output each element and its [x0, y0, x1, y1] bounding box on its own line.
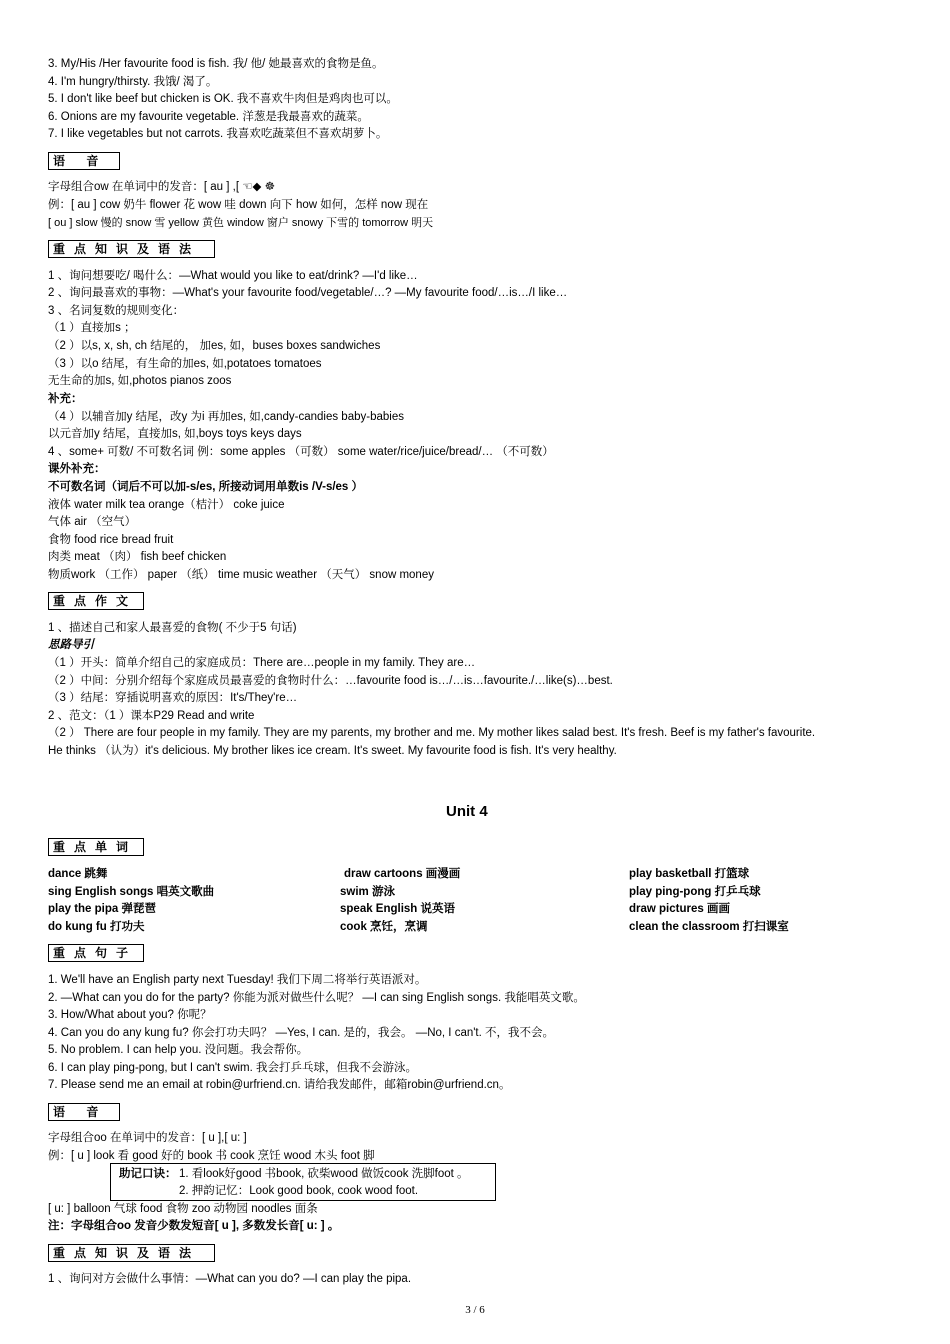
grammar-line: （1 ）直接加s ； — [48, 322, 136, 334]
phonics-note: 注：字母组合oo 发音少数发短音[ u ], 多数发长音[ u: ] 。 — [48, 1220, 340, 1232]
writing-line: 思路导引 — [48, 639, 94, 651]
grammar-line: 3 、名词复数的规则变化： — [48, 305, 185, 317]
grammar-line: 无生命的加s, 如,photos pianos zoos — [48, 375, 232, 387]
word-item: draw cartoons 画漫画 — [344, 868, 461, 880]
sentence-line: 4. I'm hungry/thirsty. 我饿/ 渴了。 — [48, 76, 218, 88]
word-item: dance 跳舞 — [48, 868, 108, 880]
writing-line: He thinks （认为）it's delicious. My brother likes ice cream. It's sweet. My favourite food is fish. It's very healthy. — [48, 745, 617, 757]
sentence-line: 5. I don't like beef but chicken is OK. 我不喜欢牛肉但是鸡肉也可以。 — [48, 93, 398, 105]
section-header-words: 重点单词 — [48, 838, 144, 856]
grammar-line: 气体 air （空气） — [48, 516, 137, 528]
section-header-writing: 重点作文 — [48, 592, 144, 610]
word-item: draw pictures 画画 — [629, 903, 730, 915]
grammar-line: 肉类 meat （肉） fish beef chicken — [48, 551, 227, 563]
grammar-line: 2 、询问最喜欢的事物：—What's your favourite food/vegetable/…? —My favourite food/…is…/I like… — [48, 287, 568, 299]
section-header-phonics: 语 音 — [48, 152, 120, 170]
grammar-line: 液体 water milk tea orange（桔汁） coke juice — [48, 499, 285, 511]
writing-line: （3 ）结尾：穿插说明喜欢的原因：It's/They're… — [48, 692, 298, 704]
word-item: swim 游泳 — [340, 886, 395, 898]
grammar-line: 物质work （工作） paper （纸） time music weather （天气） snow money — [48, 569, 434, 581]
section-header-phonics: 语 音 — [48, 1103, 120, 1121]
word-item: sing English songs 唱英文歌曲 — [48, 886, 215, 898]
grammar-line: 1 、询问对方会做什么事情：—What can you do? —I can play the pipa. — [48, 1273, 412, 1285]
sentence-line: 2. —What can you do for the party? 你能为派对做些什么呢？ —I can sing English songs. 我能唱英文歌。 — [48, 992, 585, 1004]
grammar-line: 补充： — [48, 393, 83, 405]
word-item: play the pipa 弹琵琶 — [48, 903, 156, 915]
grammar-line: 以元音加y 结尾，直接加s, 如,boys toys keys days — [48, 428, 302, 440]
word-item: play basketball 打篮球 — [629, 868, 750, 880]
writing-line: （2 ） There are four people in my family. They are my parents, my brother and me. My mother likes salad best. It's fresh. Beef is my father's favourite. — [48, 727, 816, 739]
writing-line: （2 ）中间：分别介绍每个家庭成员最喜爱的食物时什么：…favourite food is…/…is…favourite./…like(s)…best. — [48, 675, 613, 687]
word-item: do kung fu 打功夫 — [48, 921, 145, 933]
sentence-line: 7. Please send me an email at robin@urfriend.cn. 请给我发邮件，邮箱robin@urfriend.cn。 — [48, 1079, 511, 1091]
grammar-line: 课外补充： — [48, 463, 106, 475]
grammar-line: 4 、some+ 可数/ 不可数名词 例：some apples （可数） some water/rice/juice/bread/… （不可数） — [48, 446, 554, 458]
sentence-line: 4. Can you do any kung fu? 你会打功夫吗？ —Yes, I can. 是的，我会。 —No, I can't. 不，我不会。 — [48, 1027, 555, 1039]
sentence-line: 3. My/His /Her favourite food is fish. 我/ 他/ 她最喜欢的食物是鱼。 — [48, 58, 384, 70]
sentence-line: 6. I can play ping-pong, but I can't swim. 我会打乒乓球，但我不会游泳。 — [48, 1062, 418, 1074]
section-header-sentences: 重点句子 — [48, 944, 144, 962]
writing-line: 1 、描述自己和家人最喜爱的食物( 不少于5 句话) — [48, 622, 297, 634]
phonics-example-row: [ u: ] balloon 气球 food 食物 zoo 动物园 noodles 面条 — [48, 1203, 318, 1215]
phonics-intro: 字母组合oo 在单词中的发音：[ u ],[ u: ] — [48, 1132, 247, 1144]
grammar-line: 食物 food rice bread fruit — [48, 534, 174, 546]
unit-title: Unit 4 — [446, 803, 488, 820]
writing-line: （1 ）开头：简单介绍自己的家庭成员：There are…people in my family. They are… — [48, 657, 476, 669]
section-header-grammar: 重点知识及语法 — [48, 1244, 215, 1262]
grammar-line: （4 ）以辅音加y 结尾，改y 为i 再加es, 如,candy-candies baby-babies — [48, 411, 404, 423]
phonics-example-row: 例：[ u ] look 看 good 好的 book 书 cook 烹饪 wood 木头 foot 脚 — [48, 1150, 375, 1162]
phonics-example-row: [ ou ] slow 慢的 snow 雪 yellow 黄色 window 窗户 snowy 下雪的 tomorrow 明天 — [48, 217, 434, 229]
sentence-line: 3. How/What about you? 你呢？ — [48, 1009, 212, 1021]
mnemonic-line: 2. 押韵记忆：Look good book, cook wood foot. — [179, 1185, 419, 1197]
word-item: cook 烹饪，烹调 — [340, 921, 428, 933]
sentence-line: 5. No problem. I can help you. 没问题。我会帮你。 — [48, 1044, 309, 1056]
section-header-grammar: 重点知识及语法 — [48, 240, 215, 258]
mnemonic-title: 助记口诀： — [119, 1168, 177, 1180]
writing-line: 2 、范文：（1 ）课本P29 Read and write — [48, 710, 255, 722]
sentence-line: 1. We'll have an English party next Tuesday! 我们下周二将举行英语派对。 — [48, 974, 427, 986]
phonics-example-row: 例：[ au ] cow 奶牛 flower 花 wow 哇 down 向下 how 如何，怎样 now 现在 — [48, 199, 429, 211]
sentence-line: 7. I like vegetables but not carrots. 我喜欢吃蔬菜但不喜欢胡萝卜。 — [48, 128, 388, 140]
grammar-line: 1 、询问想要吃/ 喝什么：—What would you like to eat/drink? —I'd like… — [48, 270, 418, 282]
grammar-line: （2 ）以s, x, sh, ch 结尾的， 加es, 如，buses boxes sandwiches — [48, 340, 381, 352]
word-item: play ping-pong 打乒乓球 — [629, 886, 761, 898]
mnemonic-box — [110, 1163, 496, 1201]
grammar-line: 不可数名词（词后不可以加-s/es, 所接动词用单数is /V-s/es ） — [48, 481, 364, 493]
mnemonic-line: 1. 看look好good 书book, 砍柴wood 做饭cook 洗脚foot 。 — [179, 1168, 469, 1180]
grammar-line: （3 ）以o 结尾，有生命的加es, 如,potatoes tomatoes — [48, 358, 322, 370]
word-item: clean the classroom 打扫课室 — [629, 921, 789, 933]
sentence-line: 6. Onions are my favourite vegetable. 洋葱是我最喜欢的蔬菜。 — [48, 111, 369, 123]
phonics-intro: 字母组合ow 在单词中的发音：[ au ] ,[ ☜◆ ☸ — [48, 181, 275, 193]
word-item: speak English 说英语 — [340, 903, 456, 915]
page-number: 3 / 6 — [465, 1304, 485, 1316]
